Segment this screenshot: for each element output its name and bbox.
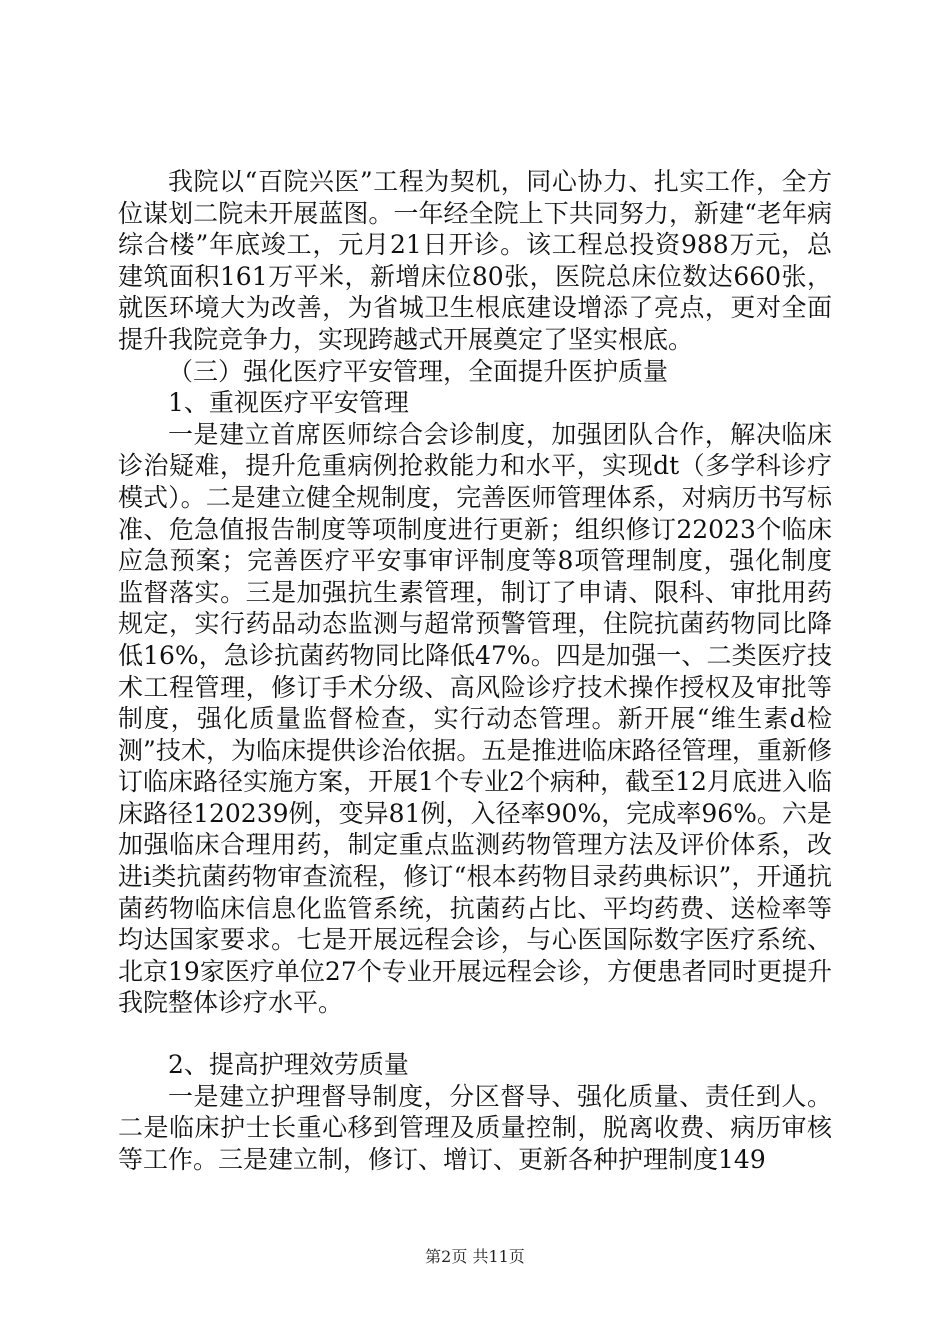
paragraph-nursing-measures: 一是建立护理督导制度，分区督导、强化质量、责任到人。二是临床护士长重心移到管理及质量控制，脱离收费、病历审核等工作。三是建立制，修订、增订、更新各种护理制度149 bbox=[118, 1081, 832, 1174]
paragraph-medical-safety-measures: 一是建立首席医师综合会诊制度，加强团队合作，解决临床诊治疑难，提升危重病例抢救能力和水平，实现dt（多学科诊疗模式）。二是建立健全规制度，完善医师管理体系，对病历书写标准、危急值报告制度等项制度进行更新；组织修订22023个临床应急预案；完善医疗平安事审评制度等8项管理制度，强化制度监督落实。三是加强抗生素管理，制订了申请、限科、审批用药规定，实行药品动态监测与超常预警管理，住院抗菌药物同比降低16%，急诊抗菌药物同比降低47%。四是加强一、二类医疗技术工程管理，修订手术分级、高风险诊疗技术操作授权及审批等制度，强化质量监督检查，实行动态管理。新开展“维生素d检测”技术，为临床提供诊治依据。五是推进临床路径管理，重新修订临床路径实施方案，开展1个专业2个病种，截至12月底进入临床路径120239例，变异81例，入径率90%，完成率96%。六是加强临床合理用药，制定重点监测药物管理方法及评价体系，改进i类抗菌药物审查流程，修订“根本药物目录药典标识”，开通抗菌药物临床信息化监管系统，抗菌药占比、平均药费、送检率等均达国家要求。七是开展远程会诊，与心医国际数字医疗系统、北京19家医疗单位27个专业开展远程会诊，方便患者同时更提升我院整体诊疗水平。 bbox=[118, 419, 832, 1018]
page-number-footer: 第2页 共11页 bbox=[425, 1247, 525, 1266]
document-body bbox=[118, 166, 832, 1175]
paragraph-new-building: 我院以“百院兴医”工程为契机，同心协力、扎实工作，全方位谋划二院未开展蓝图。一年经全院上下共同努力，新建“老年病综合楼”年底竣工，元月21日开诊。该工程总投资988万元，总建筑面积161万平米，新增床位80张，医院总床位数达660张，就医环境大为改善，为省城卫生根底建设增添了亮点，更对全面提升我院竞争力，实现跨越式开展奠定了坚实根底。 bbox=[118, 167, 832, 354]
subheading-medical-safety-management: 1、重视医疗平安管理 bbox=[168, 388, 409, 418]
section-heading-medical-safety: （三）强化医疗平安管理，全面提升医护质量 bbox=[168, 356, 669, 386]
subheading-nursing-quality: 2、提高护理效劳质量 bbox=[168, 1050, 409, 1080]
